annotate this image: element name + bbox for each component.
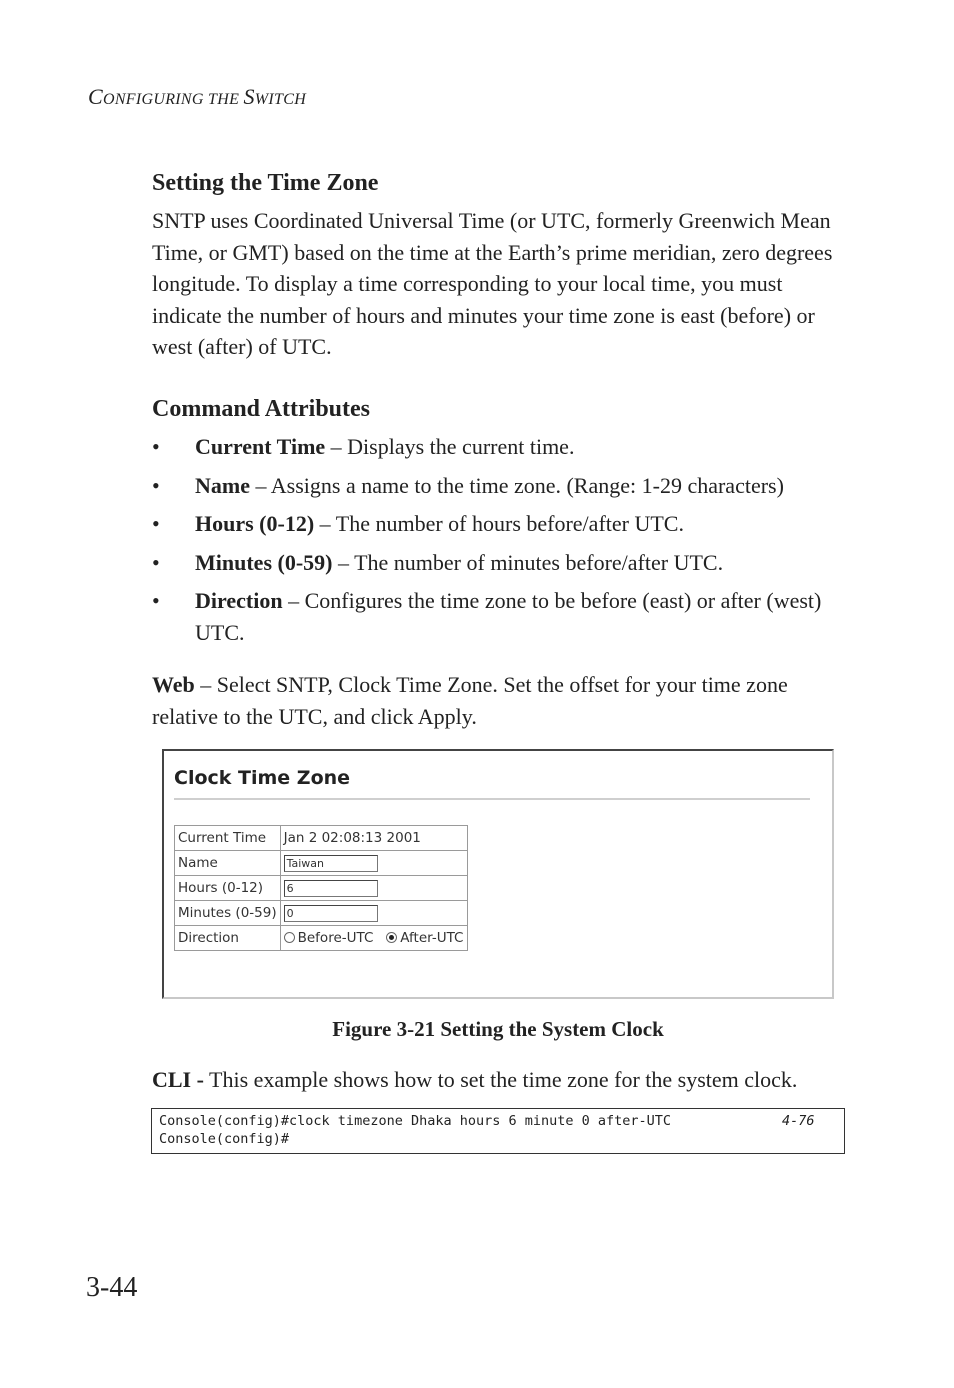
name-input[interactable]: Taiwan — [284, 855, 378, 872]
table-row — [175, 851, 468, 876]
attribute-term: Hours (0-12) — [195, 511, 315, 536]
attribute-desc: – The number of minutes before/after UTC. — [332, 549, 724, 575]
attribute-desc: – Configures the time zone to be before (east) or after (west) UTC. — [195, 588, 822, 645]
bullet-icon: • — [152, 472, 160, 498]
table-row — [175, 876, 468, 901]
after-utc-option[interactable] — [386, 930, 463, 946]
list-item — [152, 585, 852, 648]
web-paragraph — [152, 669, 852, 732]
attribute-term: Name — [195, 472, 250, 498]
list-item — [152, 547, 852, 579]
hours-label: Hours (0-12) — [175, 876, 281, 901]
section-heading-command-attributes: Command Attributes — [152, 396, 371, 422]
current-time-label: Current Time — [175, 826, 281, 851]
before-utc-option[interactable] — [284, 930, 374, 946]
attribute-desc: – Displays the current time. — [325, 434, 575, 459]
page-number: 3-44 — [86, 1272, 138, 1303]
cli-paragraph — [152, 1064, 872, 1096]
code-line: Console(config)#clock timezone Dhaka hours 6 minute 0 after-UTC — [159, 1113, 672, 1129]
time-zone-form — [174, 825, 468, 951]
cli-term: CLI - — [152, 1067, 204, 1092]
minutes-label: Minutes (0-59) — [175, 901, 281, 926]
running-header — [88, 84, 306, 110]
header-initial: S — [243, 84, 255, 109]
after-utc-radio[interactable] — [386, 932, 397, 943]
intro-paragraph: SNTP uses Coordinated Universal Time (or UTC, formerly Greenwich Mean Time, or GMT) based on the time at the Earth’s prime meridian, zero degrees longitude. To display a time corresponding to your local time, you must indicate the number of hours and minutes your time zone is east (before) or west (after) of UTC. — [152, 208, 833, 359]
header-text: ONFIGURING THE — [102, 91, 244, 108]
attribute-desc: – The number of hours before/after UTC. — [314, 511, 684, 536]
attribute-term: Current Time — [195, 434, 326, 459]
table-row — [175, 926, 468, 951]
minutes-input[interactable]: 0 — [284, 905, 378, 922]
attribute-list — [152, 431, 852, 655]
before-utc-label: Before-UTC — [297, 930, 374, 946]
table-row — [175, 826, 468, 851]
web-desc: – Select SNTP, Clock Time Zone. Set the offset for your time zone relative to the UTC, and click Apply. — [152, 672, 788, 729]
attribute-term: Minutes (0-59) — [195, 549, 333, 575]
clock-time-zone-screenshot — [162, 749, 834, 999]
attribute-term: Direction — [195, 588, 283, 613]
list-item — [152, 470, 852, 502]
title-divider — [174, 798, 810, 800]
after-utc-label: After-UTC — [400, 930, 464, 946]
bullet-icon: • — [152, 511, 160, 536]
list-item — [152, 508, 852, 540]
bullet-icon: • — [152, 588, 160, 613]
cli-code-block — [151, 1108, 845, 1154]
web-term: Web — [152, 672, 195, 697]
figure-caption: Figure 3-21 Setting the System Clock — [332, 1017, 664, 1041]
bullet-icon: • — [152, 434, 160, 459]
section-heading-time-zone: Setting the Time Zone — [152, 170, 379, 196]
header-initial: C — [88, 84, 103, 109]
list-item — [152, 431, 852, 463]
before-utc-radio[interactable] — [284, 932, 295, 943]
attribute-desc: – Assigns a name to the time zone. (Range: 1-29 characters) — [249, 472, 784, 498]
table-row — [175, 901, 468, 926]
hours-input[interactable]: 6 — [284, 880, 378, 897]
command-reference: 4-76 — [782, 1113, 815, 1129]
cli-desc: This example shows how to set the time zone for the system clock. — [203, 1067, 798, 1092]
code-line: Console(config)# — [159, 1131, 290, 1147]
bullet-icon: • — [152, 549, 160, 575]
current-time-value: Jan 2 02:08:13 2001 — [280, 826, 467, 851]
header-text: WITCH — [254, 91, 307, 108]
name-label: Name — [175, 851, 281, 876]
screenshot-title: Clock Time Zone — [174, 767, 351, 789]
direction-label: Direction — [175, 926, 281, 951]
